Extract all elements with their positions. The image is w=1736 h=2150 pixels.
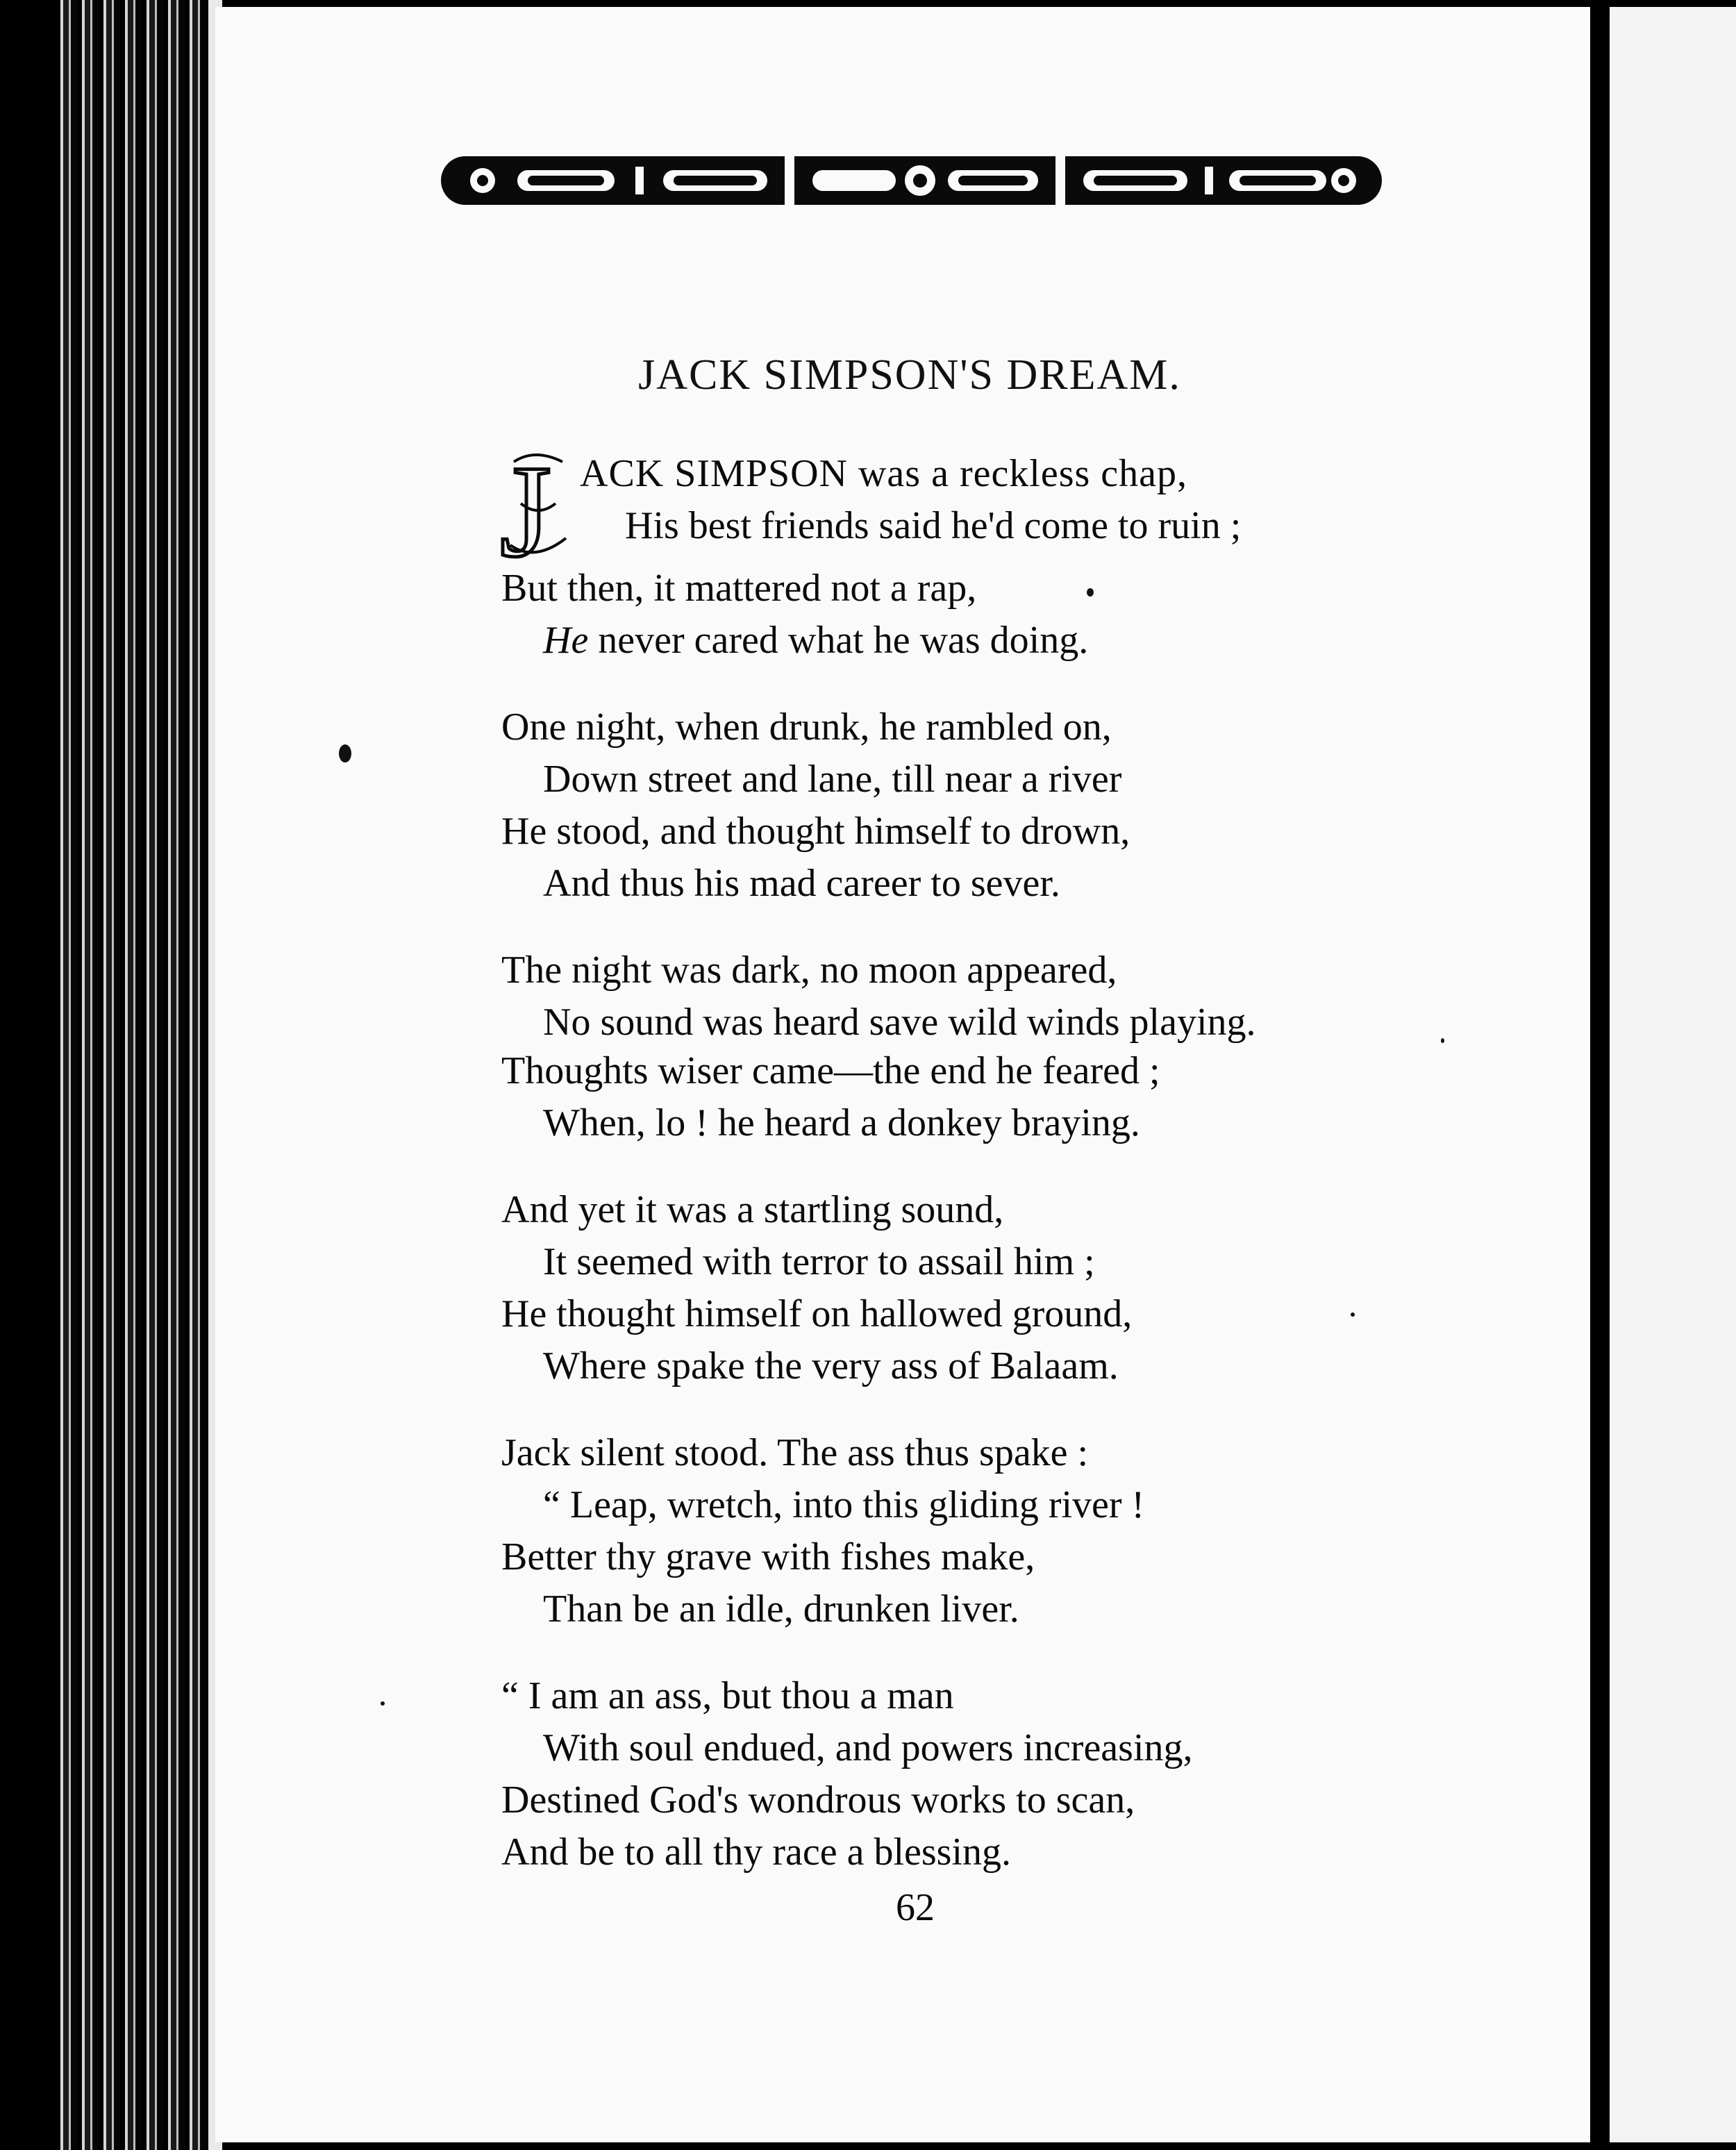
poem-line: Destined God's wondrous works to scan, <box>501 1778 1135 1822</box>
poem-line: One night, when drunk, he rambled on, <box>501 706 1112 749</box>
poem-line <box>543 618 1088 662</box>
poem-line: ACK SIMPSON was a reckless chap, <box>580 452 1188 495</box>
poem-line: Thoughts wiser came—the end he feared ; <box>501 1049 1160 1092</box>
ink-speck <box>339 744 351 762</box>
ink-speck <box>381 1701 385 1706</box>
poem-line: “ I am an ass, but thou a man <box>501 1674 954 1717</box>
poem-line: No sound was heard save wild winds playing. <box>543 1001 1256 1044</box>
poem-line: It seemed with terror to assail him ; <box>543 1240 1095 1283</box>
poem-line: Jack silent stood. The ass thus spake : <box>501 1431 1089 1474</box>
poem-line: Better thy grave with fishes make, <box>501 1535 1035 1578</box>
page-stack-edges <box>56 0 215 2150</box>
italic-word: He <box>543 619 589 662</box>
poem-line: “ Leap, wretch, into this gliding river ! <box>543 1483 1145 1526</box>
drop-cap-letter: J <box>500 441 551 573</box>
poem-line: And be to all thy race a blessing. <box>501 1831 1012 1874</box>
ink-speck <box>1441 1038 1444 1043</box>
poem-title: JACK SIMPSON'S DREAM. <box>638 351 1181 399</box>
ink-speck <box>1087 588 1094 597</box>
poem-line: And thus his mad career to sever. <box>543 862 1060 905</box>
page-number: 62 <box>896 1886 935 1929</box>
poem-line: When, lo ! he heard a donkey braying. <box>543 1101 1140 1144</box>
poem-line: With soul endued, and powers increasing, <box>543 1726 1193 1769</box>
poem-line: Than be an idle, drunken liver. <box>543 1588 1019 1631</box>
book-gutter <box>1590 0 1611 2150</box>
poem-line: Down street and lane, till near a river <box>543 758 1122 801</box>
facing-page-edge <box>1610 7 1736 2142</box>
poem-line: He stood, and thought himself to drown, <box>501 810 1130 853</box>
poem-line: The night was dark, no moon appeared, <box>501 949 1117 992</box>
poem-line: His best friends said he'd come to ruin ; <box>625 504 1242 547</box>
poem-line: But then, it mattered not a rap, <box>501 567 977 610</box>
poem-line-rest: never cared what he was doing. <box>588 619 1089 662</box>
poem-line: And yet it was a startling sound, <box>501 1188 1004 1231</box>
poem-line: He thought himself on hallowed ground, <box>501 1292 1133 1335</box>
poem-line: Where spake the very ass of Balaam. <box>543 1344 1119 1388</box>
ornamental-header-band <box>434 135 1389 226</box>
decorated-drop-cap <box>500 441 576 573</box>
ink-speck <box>1351 1312 1355 1317</box>
